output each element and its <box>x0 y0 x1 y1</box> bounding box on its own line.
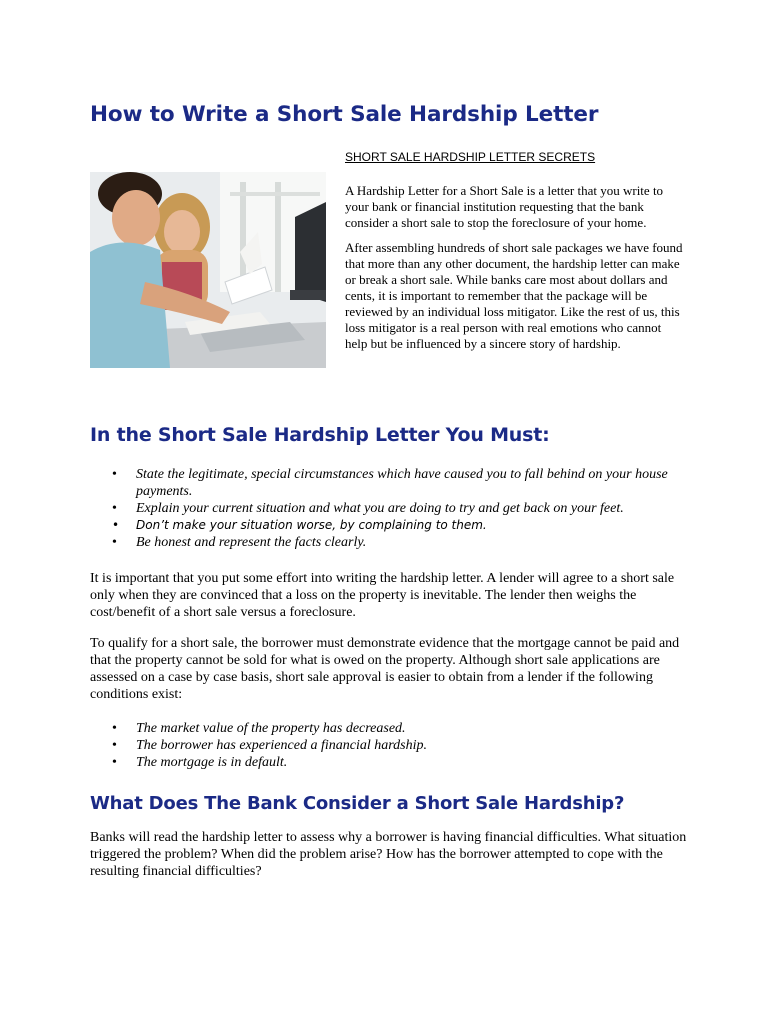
body-paragraph: It is important that you put some effort into writing the hardship letter. A lender will agree to a short sale only when they are convinced that a loss on the property is inevitable. The lender then weighs the cost/benefit of a short sale versus a foreclosure. <box>90 571 675 620</box>
conditions-list <box>112 720 692 771</box>
body-paragraph: To qualify for a short sale, the borrower must demonstrate evidence that the mortgage cannot be paid and that the property cannot be sold for what is owed on the property. Although short sale applications are assessed on a case by case basis, short sale approval is easier to obtain from a lender if the following conditions exist: <box>90 636 680 702</box>
list-item: • Explain your current situation and what you are doing to try and get back on your feet. <box>112 500 692 517</box>
list-item: • The mortgage is in default. <box>112 754 692 771</box>
page-title: How to Write a Short Sale Hardship Letter <box>90 102 599 127</box>
intro-paragraph: A Hardship Letter for a Short Sale is a letter that you write to your bank or financial institution requesting that the bank consider a short sale to stop the foreclosure of your home. <box>345 183 664 230</box>
secrets-heading: SHORT SALE HARDSHIP LETTER SECRETS <box>345 150 596 164</box>
intro-paragraph: After assembling hundreds of short sale packages we have found that more than any other document, the hardship letter can make or break a short sale. While banks care most about dollars and cents, it is important to remember that the package will be reviewed by an individual loss mitigator. Like the rest of us, this loss mitigator is a real person with real emotions who cannot help but be influenced by a sincere story of hardship. <box>345 240 683 351</box>
intro-column <box>345 183 683 361</box>
must-list <box>112 466 692 551</box>
section-heading-bank-hardship: What Does The Bank Consider a Short Sale Hardship? <box>90 793 625 814</box>
list-item: • The borrower has experienced a financial hardship. <box>112 737 692 754</box>
couple-reviewing-papers-photo <box>90 172 326 368</box>
list-item: • Be honest and represent the facts clearly. <box>112 534 692 551</box>
list-item: • Don’t make your situation worse, by complaining to them. <box>112 517 692 534</box>
section-heading-must: In the Short Sale Hardship Letter You Must: <box>90 424 550 446</box>
body-paragraph: Banks will read the hardship letter to assess why a borrower is having financial difficulties. What situation triggered the problem? When did the problem arise? How has the borrower attempted to cope with the resulting financial difficulties? <box>90 830 687 879</box>
list-item: • State the legitimate, special circumstances which have caused you to fall behind on your house payments. <box>112 466 692 500</box>
list-item: • The market value of the property has decreased. <box>112 720 692 737</box>
